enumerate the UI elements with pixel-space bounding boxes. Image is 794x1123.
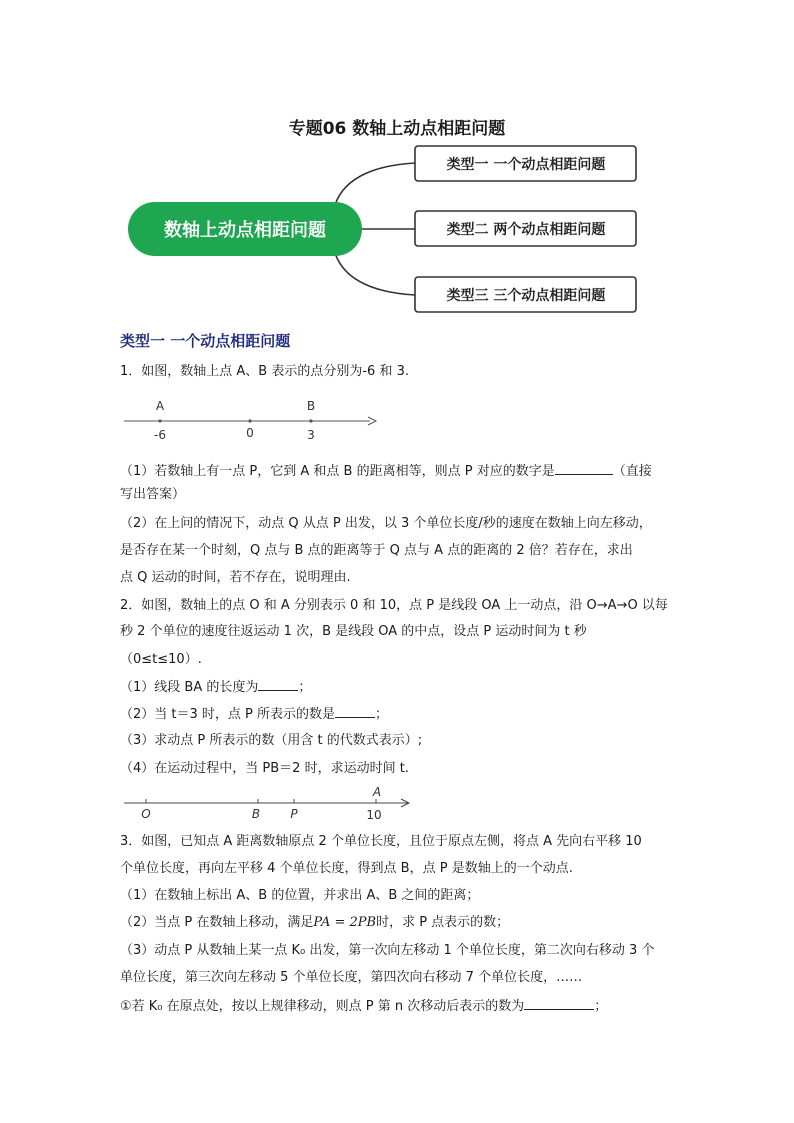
q1-part1-cont: 写出答案） <box>120 487 186 502</box>
mindmap-branch-2-label: 类型二 两个动点相距问题 <box>446 222 606 238</box>
section-heading-type1: 类型一 一个动点相距问题 <box>120 332 291 350</box>
answer-blank[interactable] <box>335 704 375 718</box>
q1-number-line <box>120 392 385 444</box>
q2-sub4: （4）在运动过程中，当 PB＝2 时，求运动时间 t. <box>120 761 409 776</box>
q2-number-line <box>120 782 415 824</box>
q2-sub1: （1）线段 BA 的长度为 ； <box>120 677 311 698</box>
q2-stem-2: 秒 2 个单位的速度往返运动 1 次，B 是线段 OA 的中点，设点 P 运动时间为 t 秒 <box>120 624 587 639</box>
q2-stem-3: （0≤t≤10）. <box>120 652 202 667</box>
q2-tick-10: 10 <box>366 808 382 822</box>
q3-stem-2: 个单位长度，再向左平移 4 个单位长度，得到点 B，点 P 是数轴上的一个动点. <box>120 861 573 876</box>
q1-part2-line3: 点 Q 运动的时间，若不存在，说明理由. <box>120 570 351 585</box>
q1-label-B: B <box>306 399 316 413</box>
answer-blank[interactable] <box>524 996 594 1010</box>
q2-label-B: B <box>251 807 261 821</box>
equation: PA = 2PB <box>313 915 377 930</box>
q2-sub3: （3）求动点 P 所表示的数（用含 t 的代数式表示）; <box>120 733 423 748</box>
connector-3 <box>335 253 415 295</box>
q2-stem-1: 2．如图，数轴上的点 O 和 A 分别表示 0 和 10，点 P 是线段 OA 上一动点，沿 O→A→O 以每 <box>120 598 668 613</box>
q3-sub3-line1: （3）动点 P 从数轴上某一点 K₀ 出发，第一次向左移动 1 个单位长度，第二次向右移动 3 个 <box>120 943 655 958</box>
q1-part2-line2: 是否存在某一个时刻，Q 点与 B 点的距离等于 Q 点与 A 点的距离的 2 倍？若存在，求出 <box>120 543 633 558</box>
q3-sub3-part1: ①若 K₀ 在原点处，按以上规律移动，则点 P 第 n 次移动后表示的数为 ； <box>120 996 607 1017</box>
q1-tick-neg6: -6 <box>154 428 166 442</box>
connector-1 <box>335 163 415 205</box>
q3-sub3-line2: 单位长度，第三次向左移动 5 个单位长度，第四次向右移动 7 个单位长度，…… <box>120 970 583 985</box>
mindmap-center-label: 数轴上动点相距问题 <box>164 220 326 241</box>
q2-label-O: O <box>141 807 151 821</box>
q1-part2-line1: （2）在上问的情况下，动点 Q 从点 P 出发，以 3 个单位长度/秒的速度在数轴上向左移动， <box>120 516 652 531</box>
q1-tick-0: 0 <box>246 426 254 440</box>
q1-label-A: A <box>155 399 165 413</box>
mindmap <box>0 0 794 330</box>
q1-tick-3: 3 <box>307 428 315 442</box>
q2-label-A: A <box>372 785 382 799</box>
q3-sub2: （2）当点 P 在数轴上移动，满足PA = 2PB时，求 P 点表示的数； <box>120 915 510 930</box>
q1-part1: （1）若数轴上有一点 P，它到 A 和点 B 的距离相等，则点 P 对应的数字是 （直接 <box>120 461 652 482</box>
q3-sub1: （1）在数轴上标出 A、B 的位置，并求出 A、B 之间的距离； <box>120 888 480 903</box>
mindmap-branch-1-label: 类型一 一个动点相距问题 <box>446 157 606 173</box>
page-title: 专题06 数轴上动点相距问题 <box>288 119 506 139</box>
q3-stem-1: 3．如图，已知点 A 距离数轴原点 2 个单位长度，且位于原点左侧，将点 A 先向右平移 10 <box>120 834 642 849</box>
q2-sub2: （2）当 t＝3 时，点 P 所表示的数是 ； <box>120 704 388 725</box>
answer-blank[interactable] <box>258 677 298 691</box>
q1-stem: 1．如图，数轴上点 A、B 表示的点分别为-6 和 3. <box>120 364 409 379</box>
mindmap-branch-3-label: 类型三 三个动点相距问题 <box>446 288 606 304</box>
q2-label-P: P <box>290 807 298 821</box>
answer-blank[interactable] <box>555 461 613 475</box>
